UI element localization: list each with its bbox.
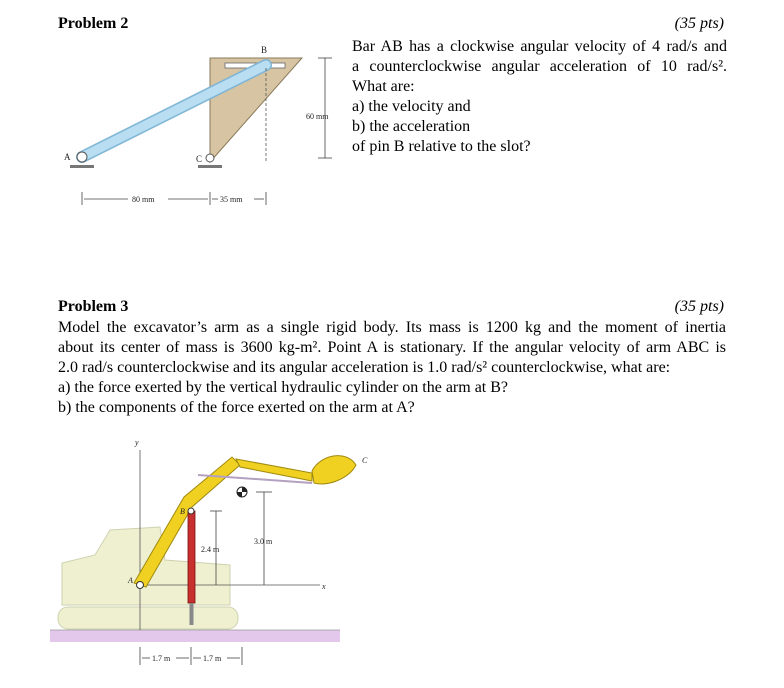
problem2-line-5: b) the acceleration [352,118,471,135]
label-b: B [180,507,185,516]
label-c: C [362,456,368,465]
problem2-line-3: What are: [352,78,415,95]
problem2-figure [60,40,350,220]
pin-a [137,582,144,589]
ground-a [70,165,94,168]
hydraulic-cylinder [188,511,195,603]
problem2-line-1: Bar AB has a clockwise angular velocity of 4 rad/s and [352,38,727,55]
pivot-c [206,154,214,162]
label-a: A [64,152,71,162]
problem2-points: (35 pts) [674,15,724,32]
problem2-line-6: of pin B relative to the slot? [352,138,531,155]
problem2-line-2: a counterclockwise angular acceleration of 10 rad/s². [352,58,727,75]
problem3-figure [50,435,390,680]
ground-c [198,165,222,168]
dim-30-label: 3.0 m [254,537,273,546]
ground-strip [50,630,340,642]
problem2-title: Problem 2 [58,15,129,32]
problem3-text [58,318,726,418]
problem3-line-2: about its center of mass is 3600 kg-m². Point A is stationary. If the angular velocity of arm ABC is [58,339,726,356]
label-c: C [196,154,203,164]
dim-80-label: 80 mm [132,195,155,204]
dim-35-label: 35 mm [220,195,243,204]
x-axis-label: x [322,582,326,591]
dim-60-label: 60 mm [306,112,329,121]
problem3-line-5: b) the components of the force exerted on the arm at A? [58,399,415,416]
pivot-a [77,152,87,162]
problem3-line-3: 2.0 rad/s counterclockwise and its angular acceleration is 1.0 rad/s² counterclockwise, what are: [58,359,671,376]
excavator-tracks [58,607,238,629]
cylinder-rod [190,603,194,625]
dim-24-label: 2.4 m [201,545,220,554]
label-b: B [261,45,268,55]
label-a: A [128,576,133,585]
pin-b [188,508,194,514]
problem3-line-4: a) the force exerted by the vertical hydraulic cylinder on the arm at B? [58,379,509,396]
problem2-text [352,37,727,157]
bucket [312,456,356,484]
y-axis-label: y [135,438,139,447]
dim-17b-label: 1.7 m [203,654,222,663]
problem3-points: (35 pts) [674,298,724,315]
dim-17a-label: 1.7 m [152,654,171,663]
problem3-line-1: Model the excavator’s arm as a single rigid body. Its mass is 1200 kg and the moment of inertia [58,319,726,336]
problem2-line-4: a) the velocity and [352,98,471,115]
problem3-title: Problem 3 [58,298,129,315]
